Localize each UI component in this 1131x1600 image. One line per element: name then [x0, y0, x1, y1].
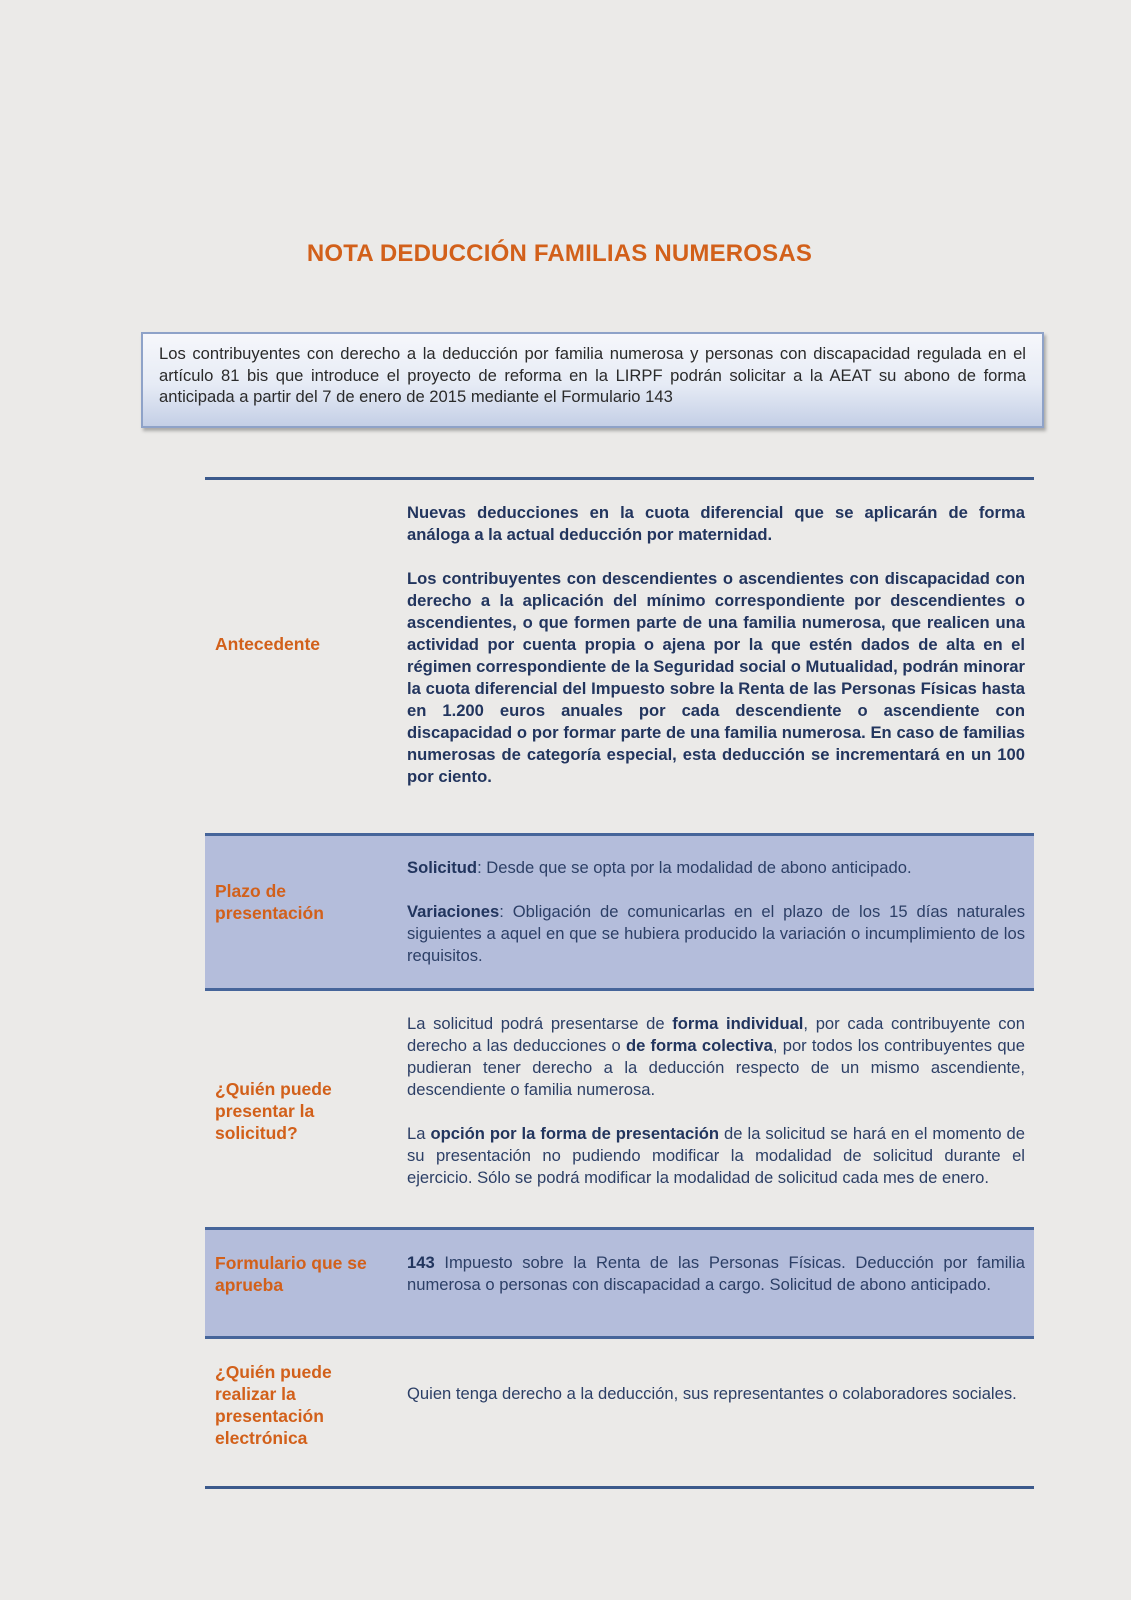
- row-content: [407, 1013, 1025, 1189]
- row-quien-presentar: [205, 988, 1034, 1227]
- row-label: Formulario que se aprueba: [215, 1253, 367, 1295]
- paragraph: [407, 1013, 1025, 1101]
- row-label: ¿Quién puede realizar la presentación electrónica: [215, 1362, 332, 1448]
- row-antecedente: [205, 480, 1034, 833]
- text: La: [407, 1124, 431, 1143]
- text: Impuesto sobre la Renta de las Personas Físicas. Deducción por familia numerosa o personas con discapacidad a cargo. Solicitud de abono anticipado.: [407, 1253, 1025, 1294]
- text: de la solicitud se hará en el momento de su presentación no pudiendo modificar la modalidad de solicitud durante el ejercicio. Sólo se podrá modificar la modalidad de solicitud cada mes de enero.: [407, 1124, 1025, 1187]
- paragraph: Los contribuyentes con descendientes o ascendientes con discapacidad con derecho a la aplicación del mínimo correspondiente por descendientes o ascendientes, o que formen parte de una familia numerosa, que realicen una actividad por cuenta propia o ajena por la que estén dados de alta en el régimen correspondiente de la Seguridad social o Mutualidad, podrán minorar la cuota diferencial del Impuesto sobre la Renta de las Personas Físicas hasta en 1.200 euros anuales por cada descendiente o ascendiente con discapacidad o por formar parte de una familia numerosa. En caso de familias numerosas de categoría especial, esta deducción se incrementará en un 100 por ciento.: [407, 569, 1025, 786]
- term: de forma colectiva: [625, 1036, 773, 1055]
- page-title: NOTA DEDUCCIÓN FAMILIAS NUMEROSAS: [306, 240, 813, 267]
- paragraph: Quien tenga derecho a la deducción, sus representantes o colaboradores sociales.: [407, 1384, 1017, 1403]
- row-plazo: [205, 833, 1034, 988]
- term: opción por la forma de presentación: [430, 1124, 720, 1143]
- intro-box: Los contribuyentes con derecho a la deducción por familia numerosa y personas con discapacidad regulada en el artículo 81 bis que introduce el proyecto de reforma en la LIRPF podrán solicitar a la AEAT su abono de forma anticipada a partir del 7 de enero de 2015 mediante el Formulario 143: [141, 332, 1044, 428]
- term: Variaciones: [407, 902, 500, 921]
- info-table: [205, 477, 1034, 1477]
- paragraph: [407, 901, 1025, 967]
- row-content: [407, 1383, 1025, 1405]
- row-content: [407, 1252, 1025, 1296]
- row-label: ¿Quién puede presentar la solicitud?: [215, 1079, 332, 1143]
- term: Solicitud: [407, 858, 478, 877]
- text: : Obligación de comunicarlas en el plazo de los 15 días naturales siguientes a aquel en que se hubiera producido la variación o incumplimiento de los requisitos.: [407, 902, 1025, 965]
- row-quien-electronica: [205, 1336, 1034, 1477]
- term: forma individual: [672, 1014, 804, 1033]
- text: , por cada contribuyente con derecho a las deducciones o: [407, 1014, 1026, 1055]
- text: : Desde que se opta por la modalidad de abono anticipado.: [477, 858, 912, 877]
- text: , por todos los contribuyentes que pudieran tener derecho a la deducción respecto de un mismo ascendiente, descendiente o familia numerosa.: [407, 1036, 1026, 1099]
- paragraph: Nuevas deducciones en la cuota diferencial que se aplicarán de forma análoga a la actual deducción por maternidad.: [407, 503, 1025, 544]
- paragraph: [407, 1123, 1025, 1189]
- text: La solicitud podrá presentarse de: [407, 1014, 673, 1033]
- form-number: 143: [407, 1253, 435, 1272]
- row-label: Plazo de presentación: [215, 881, 324, 923]
- paragraph: [407, 1252, 1025, 1296]
- row-content: [407, 502, 1025, 788]
- table-bottom-rule: [205, 1486, 1034, 1489]
- row-content: [407, 857, 1025, 967]
- row-formulario: [205, 1227, 1034, 1336]
- paragraph: [407, 857, 1025, 879]
- row-label: Antecedente: [215, 634, 321, 654]
